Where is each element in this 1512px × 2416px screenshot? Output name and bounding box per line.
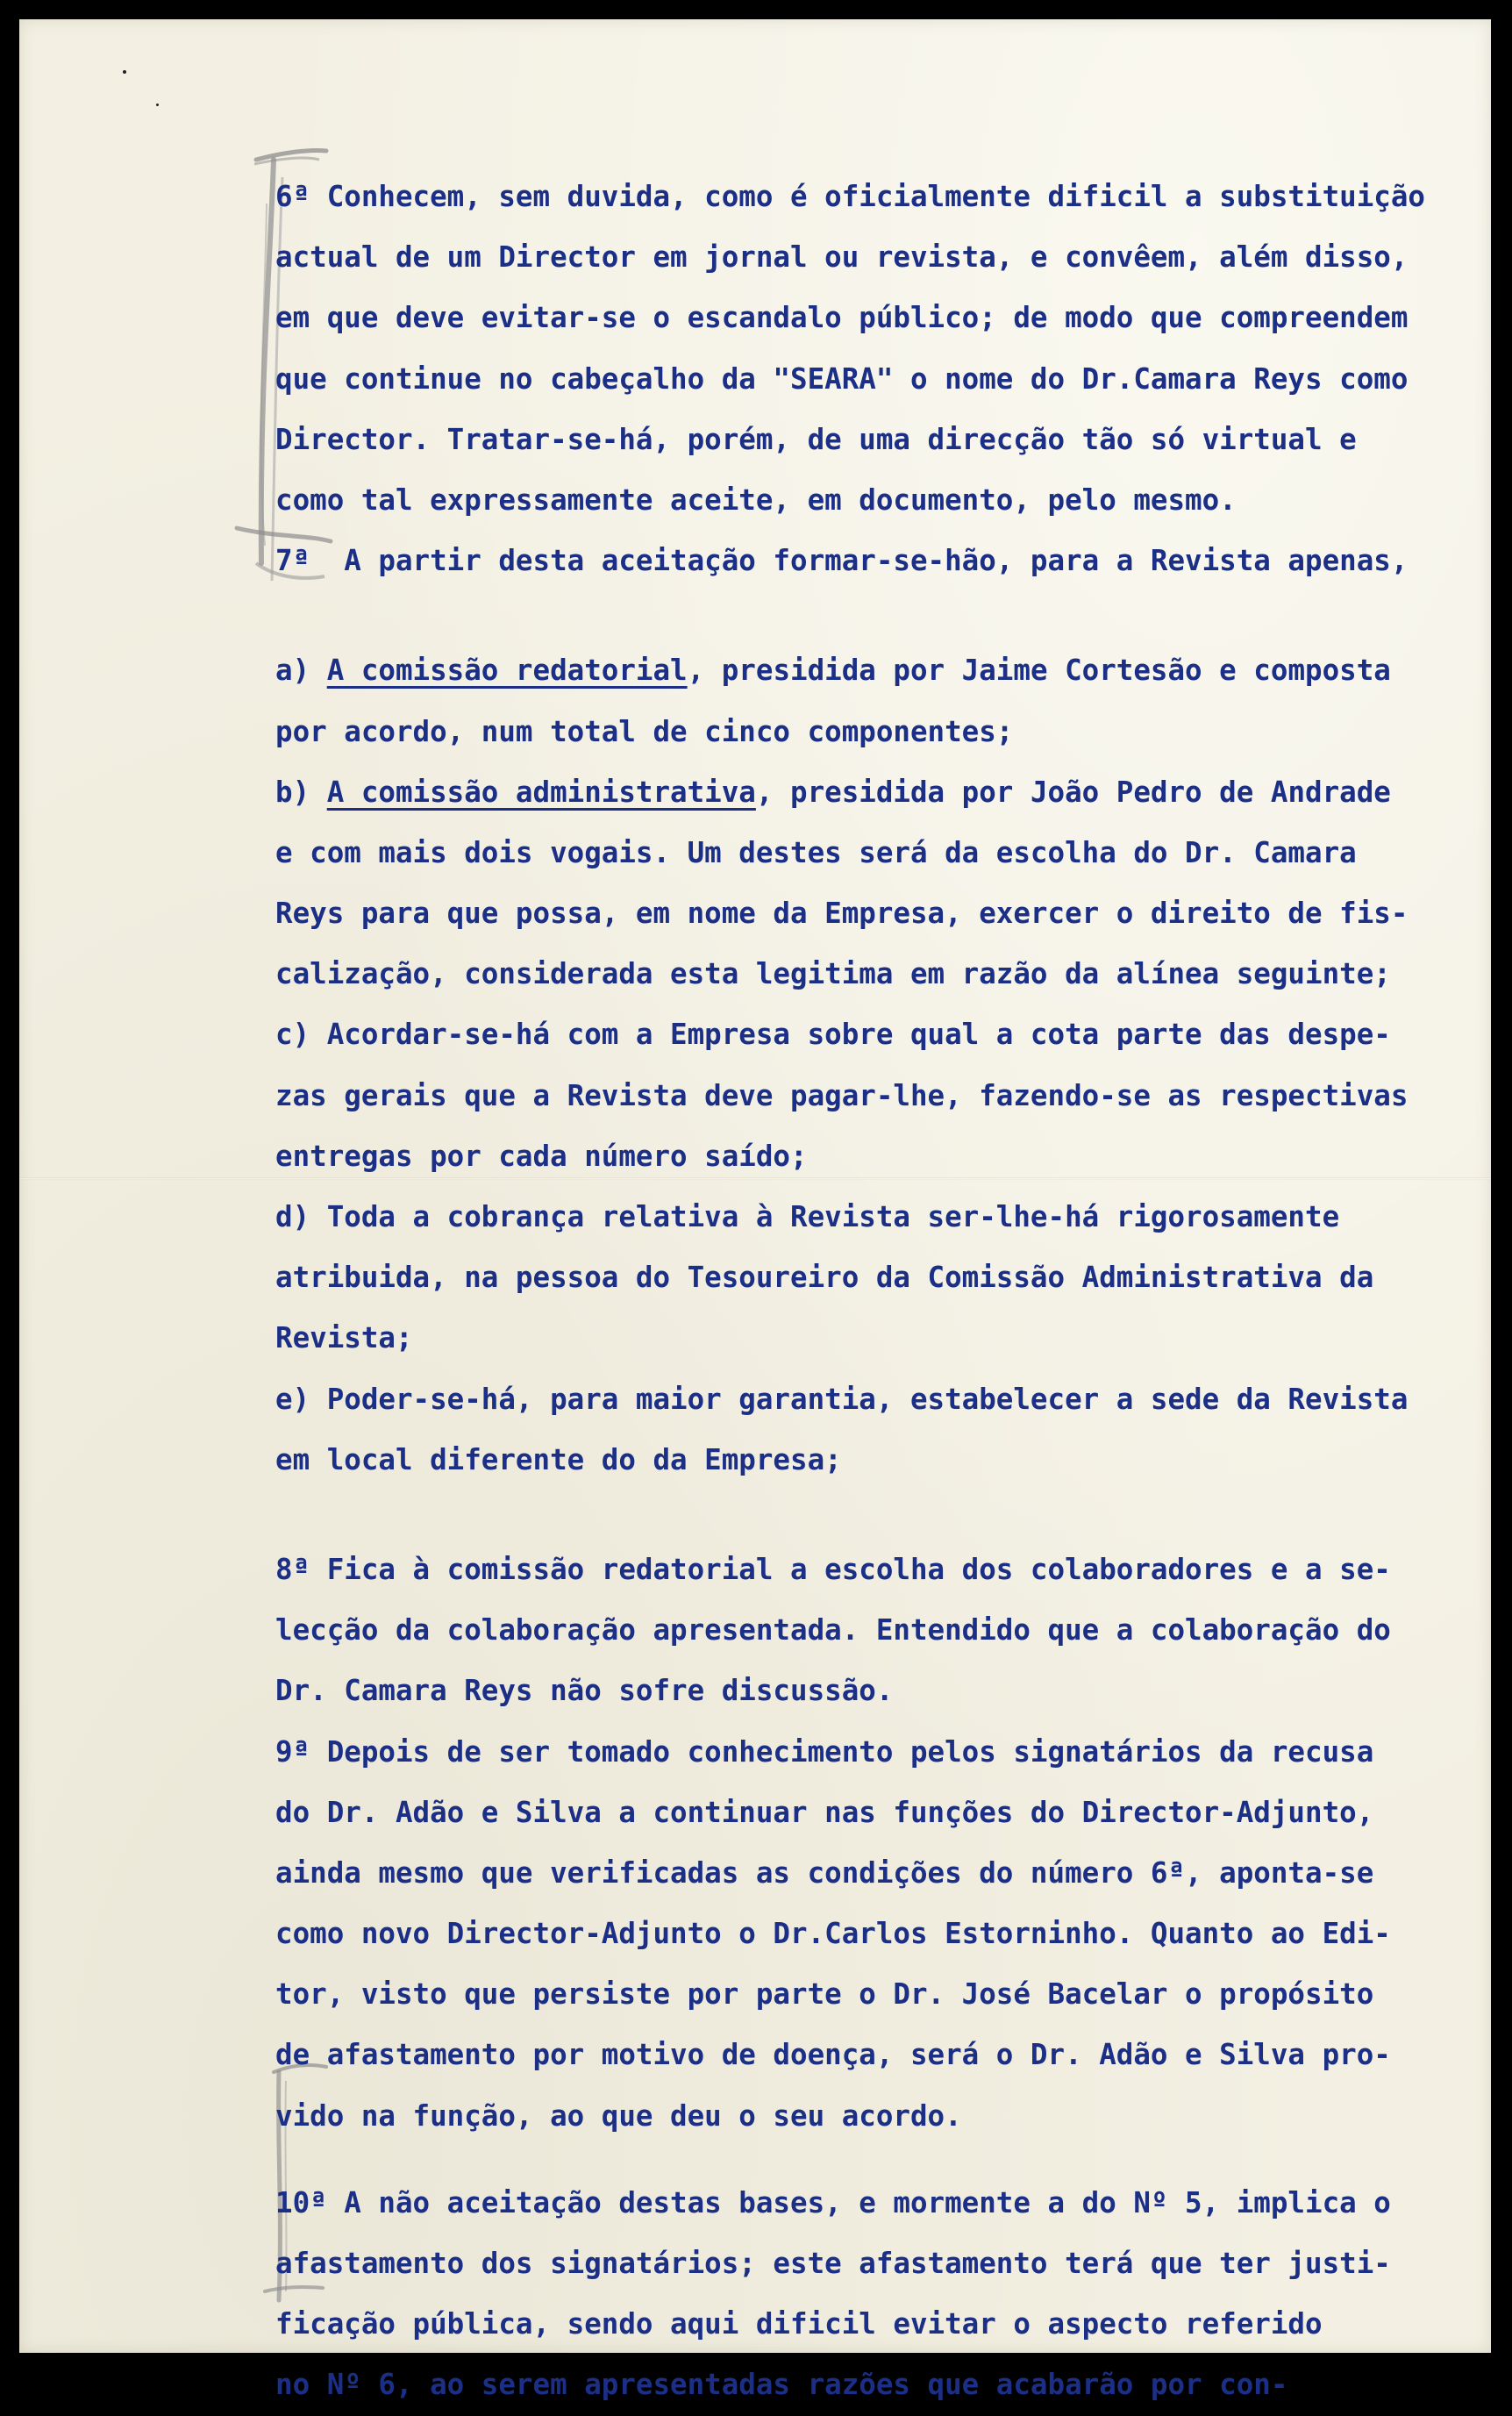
text-line: c) Acordar-se-há com a Empresa sobre qual a cota parte das despe-: [275, 1018, 1391, 1052]
text-line: Director. Tratar-se-há, porém, de uma direcção tão só virtual e: [275, 422, 1357, 456]
spacer: [275, 591, 1468, 640]
item-d: [275, 1187, 1468, 1369]
text-line: entregas por cada número saído;: [275, 1139, 808, 1173]
item-prefix: a): [275, 654, 327, 688]
underlined-heading: A comissão administrativa: [326, 775, 756, 809]
text-line: no Nº 6, ao serem apresentadas razões que acabarão por con-: [275, 2368, 1288, 2402]
paragraph-9: [275, 1722, 1468, 2147]
text-line: do Dr. Adão e Silva a continuar nas funções do Director-Adjunto,: [275, 1795, 1374, 1829]
item-text: , presidida por João Pedro de Andrade: [755, 775, 1391, 809]
text-line: ainda mesmo que verificadas as condições do número 6ª, aponta-se: [275, 1855, 1374, 1890]
text-line: por acordo, num total de cinco componentes;: [275, 714, 1014, 748]
text-line: e com mais dois vogais. Um destes será da escolha do Dr. Camara: [275, 835, 1357, 869]
text-line: lecção da colaboração apresentada. Entendido que a colaboração do: [275, 1613, 1391, 1648]
text-line: vido na função, ao que deu o seu acordo.: [275, 2098, 962, 2133]
paragraph-7: [275, 531, 1468, 591]
text-line: de afastamento por motivo de doença, será o Dr. Adão e Silva pro-: [275, 2038, 1391, 2072]
text-line: como tal expressamente aceite, em documento, pelo mesmo.: [275, 482, 1237, 517]
text-line: em que deve evitar-se o escandalo público; de modo que compreendem: [275, 301, 1409, 335]
text-line: 9ª Depois de ser tomado conhecimento pelos signatários da recusa: [275, 1734, 1374, 1769]
text-line: como novo Director-Adjunto o Dr.Carlos Estorninho. Quanto ao Edi-: [275, 1917, 1391, 1951]
text-line: zas gerais que a Revista deve pagar-lhe, fazendo-se as respectivas: [275, 1078, 1409, 1112]
text-line: que continue no cabeçalho da "SEARA" o nome do Dr.Camara Reys como: [275, 361, 1409, 396]
text-line: afastamento dos signatários; este afastamento terá que ter justi-: [275, 2247, 1391, 2280]
text-line: Revista;: [275, 1321, 413, 1355]
text-line: actual de um Director em jornal ou revista, e convêem, além disso,: [275, 240, 1409, 275]
text-line: tor, visto que persiste por parte o Dr. José Bacelar o propósito: [275, 1977, 1374, 2012]
text-line: [275, 762, 1468, 823]
ink-speck: [156, 104, 159, 106]
text-line: e) Poder-se-há, para maior garantia, estabelecer a sede da Revista: [275, 1382, 1409, 1416]
text-line: 7ª A partir desta aceitação formar-se-hão, para a Revista apenas,: [275, 544, 1409, 578]
paragraph-6: [275, 167, 1468, 531]
item-b: [275, 762, 1468, 1005]
item-a: [275, 640, 1468, 761]
text-line: ficação pública, sendo aqui dificil evitar o aspecto referido: [275, 2307, 1323, 2341]
text-line: 8ª Fica à comissão redatorial a escolha dos colaboradores e a se-: [275, 1552, 1391, 1586]
text-line: [275, 640, 1468, 701]
text-line: calização, considerada esta legitima em razão da alínea seguinte;: [275, 957, 1391, 991]
text-line: 10ª A não aceitação destas bases, e mormente a do Nº 5, implica o: [275, 2185, 1391, 2219]
text-line: 6ª Conhecem, sem duvida, como é oficialmente dificil a substituição: [275, 180, 1425, 213]
text-line: em local diferente do da Empresa;: [275, 1442, 842, 1476]
item-text: , presidida por Jaime Cortesão e composta: [687, 654, 1391, 688]
text-line: Reys para que possa, em nome da Empresa, exercer o direito de fis-: [275, 897, 1409, 931]
item-prefix: b): [275, 775, 327, 809]
item-e: [275, 1369, 1468, 1490]
text-line: Dr. Camara Reys não sofre discussão.: [275, 1674, 894, 1708]
paragraph-10: [275, 2173, 1468, 2416]
paragraph-8: [275, 1540, 1468, 1722]
item-c: [275, 1004, 1468, 1187]
spacer: [275, 2147, 1468, 2173]
ink-speck: [123, 70, 126, 74]
spacer: [275, 1490, 1468, 1540]
text-line: atribuida, na pessoa do Tesoureiro da Comissão Administrativa da: [275, 1261, 1374, 1295]
text-line: d) Toda a cobrança relativa à Revista ser-lhe-há rigorosamente: [275, 1200, 1340, 1233]
underlined-heading: A comissão redatorial: [326, 654, 688, 688]
document-body: [275, 167, 1468, 2416]
